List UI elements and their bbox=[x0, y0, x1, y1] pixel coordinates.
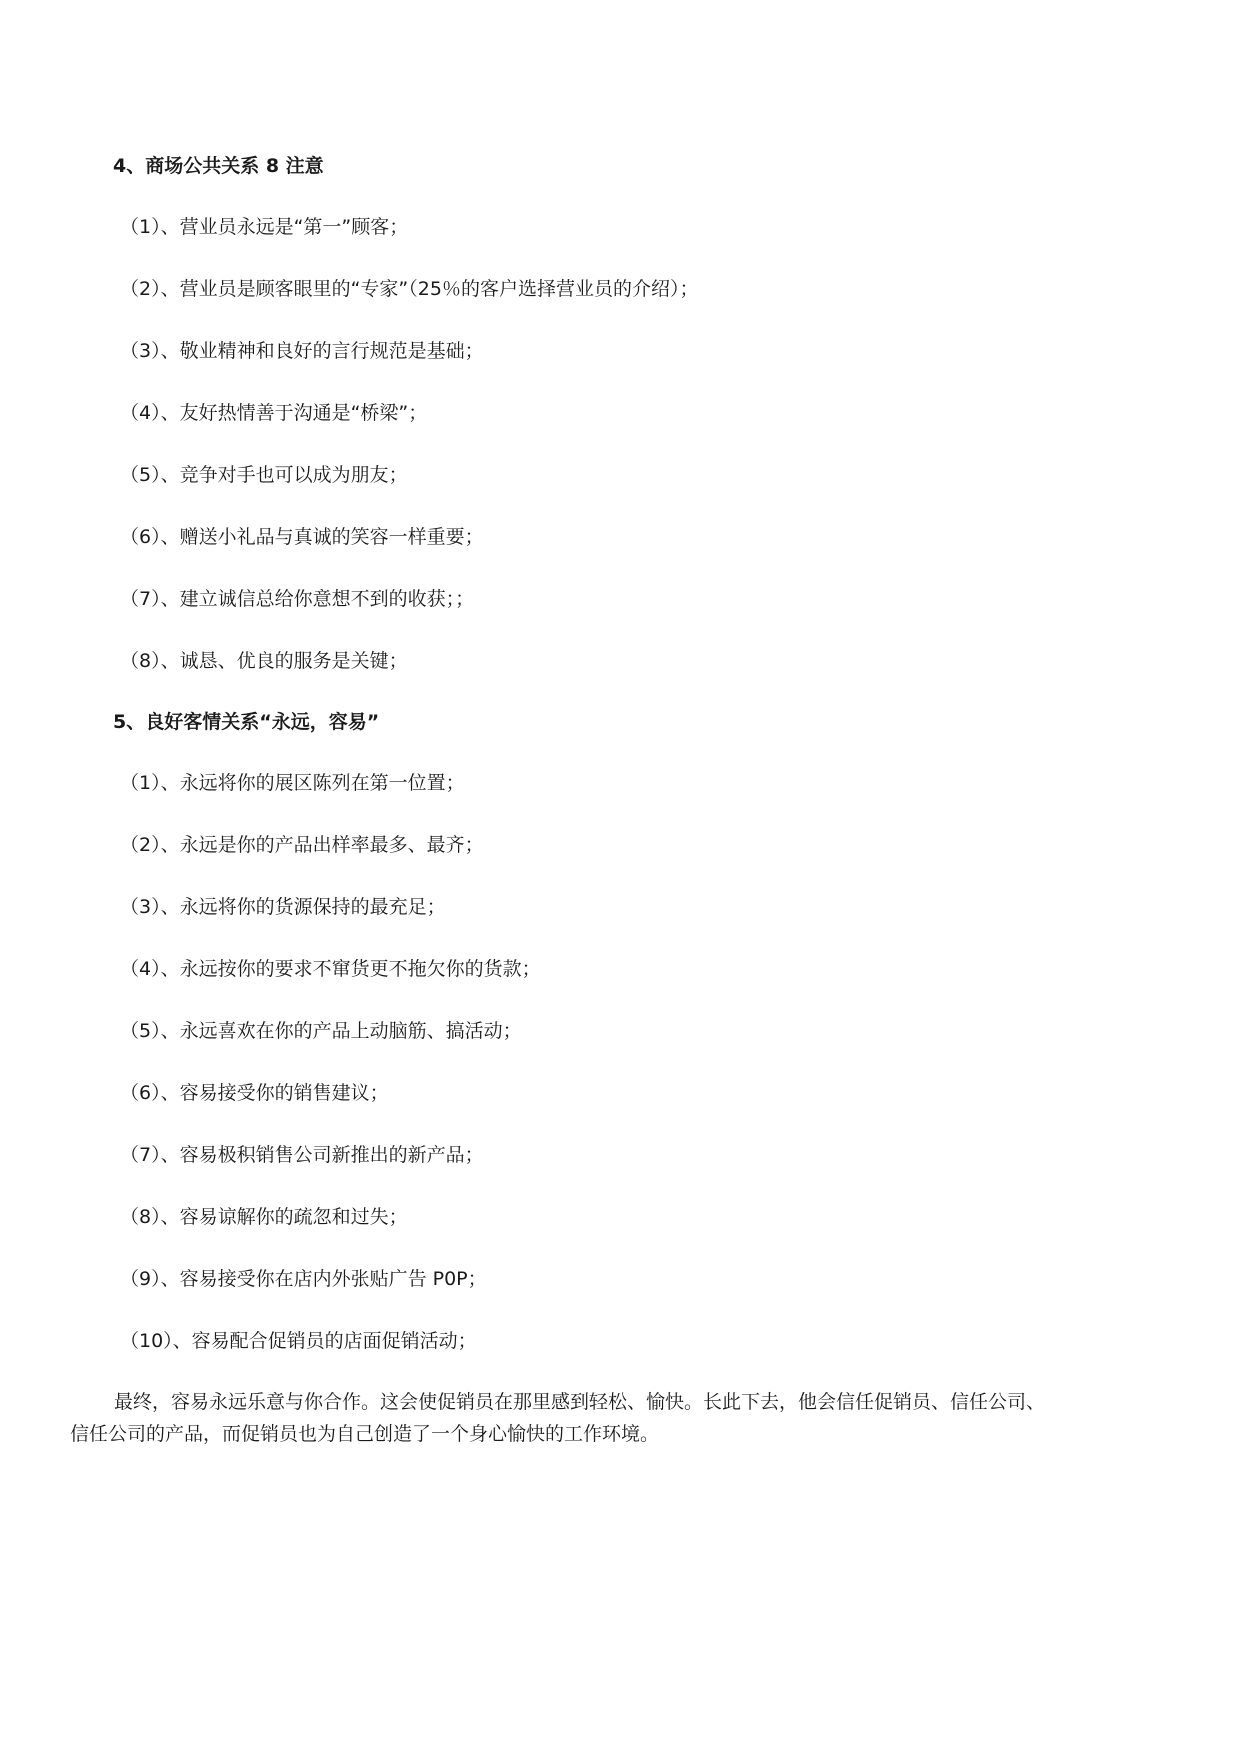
closing-line-1: 最终，容易永远乐意与你合作。这会使促销员在那里感到轻松、愉快。长此下去，他会信任促销员、信任公司、 bbox=[114, 1391, 1046, 1413]
section-5-item: （8）、容易谅解你的疏忽和过失； bbox=[120, 1206, 408, 1228]
section-5-item: （10）、容易配合促销员的店面促销活动； bbox=[120, 1330, 477, 1352]
section-5-item: （7）、容易极积销售公司新推出的新产品； bbox=[120, 1144, 484, 1166]
section-4-item: （2）、营业员是顾客眼里的“专家”（25％的客户选择营业员的介绍）； bbox=[120, 278, 699, 300]
section-4-item: （4）、友好热情善于沟通是“桥梁”； bbox=[120, 402, 428, 424]
section-4-item: （5）、竞争对手也可以成为朋友； bbox=[120, 464, 408, 486]
section-4-item: （6）、赠送小礼品与真诚的笑容一样重要； bbox=[120, 526, 484, 548]
section-5-item: （4）、永远按你的要求不窜货更不拖欠你的货款； bbox=[120, 958, 541, 980]
section-5-item: （6）、容易接受你的销售建议； bbox=[120, 1082, 389, 1104]
section-5-item: （2）、永远是你的产品出样率最多、最齐； bbox=[120, 834, 484, 856]
closing-line-2: 信任公司的产品，而促销员也为自己创造了一个身心愉快的工作环境。 bbox=[70, 1423, 660, 1445]
closing-paragraph bbox=[70, 1386, 1180, 1450]
section-5-item: （1）、永远将你的展区陈列在第一位置； bbox=[120, 772, 465, 794]
section-4-item: （3）、敬业精神和良好的言行规范是基础； bbox=[120, 340, 484, 362]
section-4-item: （1）、营业员永远是“第一”顾客； bbox=[120, 216, 409, 238]
section-4-heading: 4、商场公共关系 8 注意 bbox=[113, 155, 324, 177]
section-5-heading: 5、良好客情关系“永远，容易” bbox=[113, 711, 380, 733]
section-5-item: （3）、永远将你的货源保持的最充足； bbox=[120, 896, 446, 918]
section-4-item: （7）、建立诚信总给你意想不到的收获；； bbox=[120, 588, 475, 610]
section-5-item: （5）、永远喜欢在你的产品上动脑筋、搞活动； bbox=[120, 1020, 522, 1042]
section-5-item: （9）、容易接受你在店内外张贴广告 P0P； bbox=[120, 1268, 487, 1290]
section-4-item: （8）、诚恳、优良的服务是关键； bbox=[120, 650, 408, 672]
